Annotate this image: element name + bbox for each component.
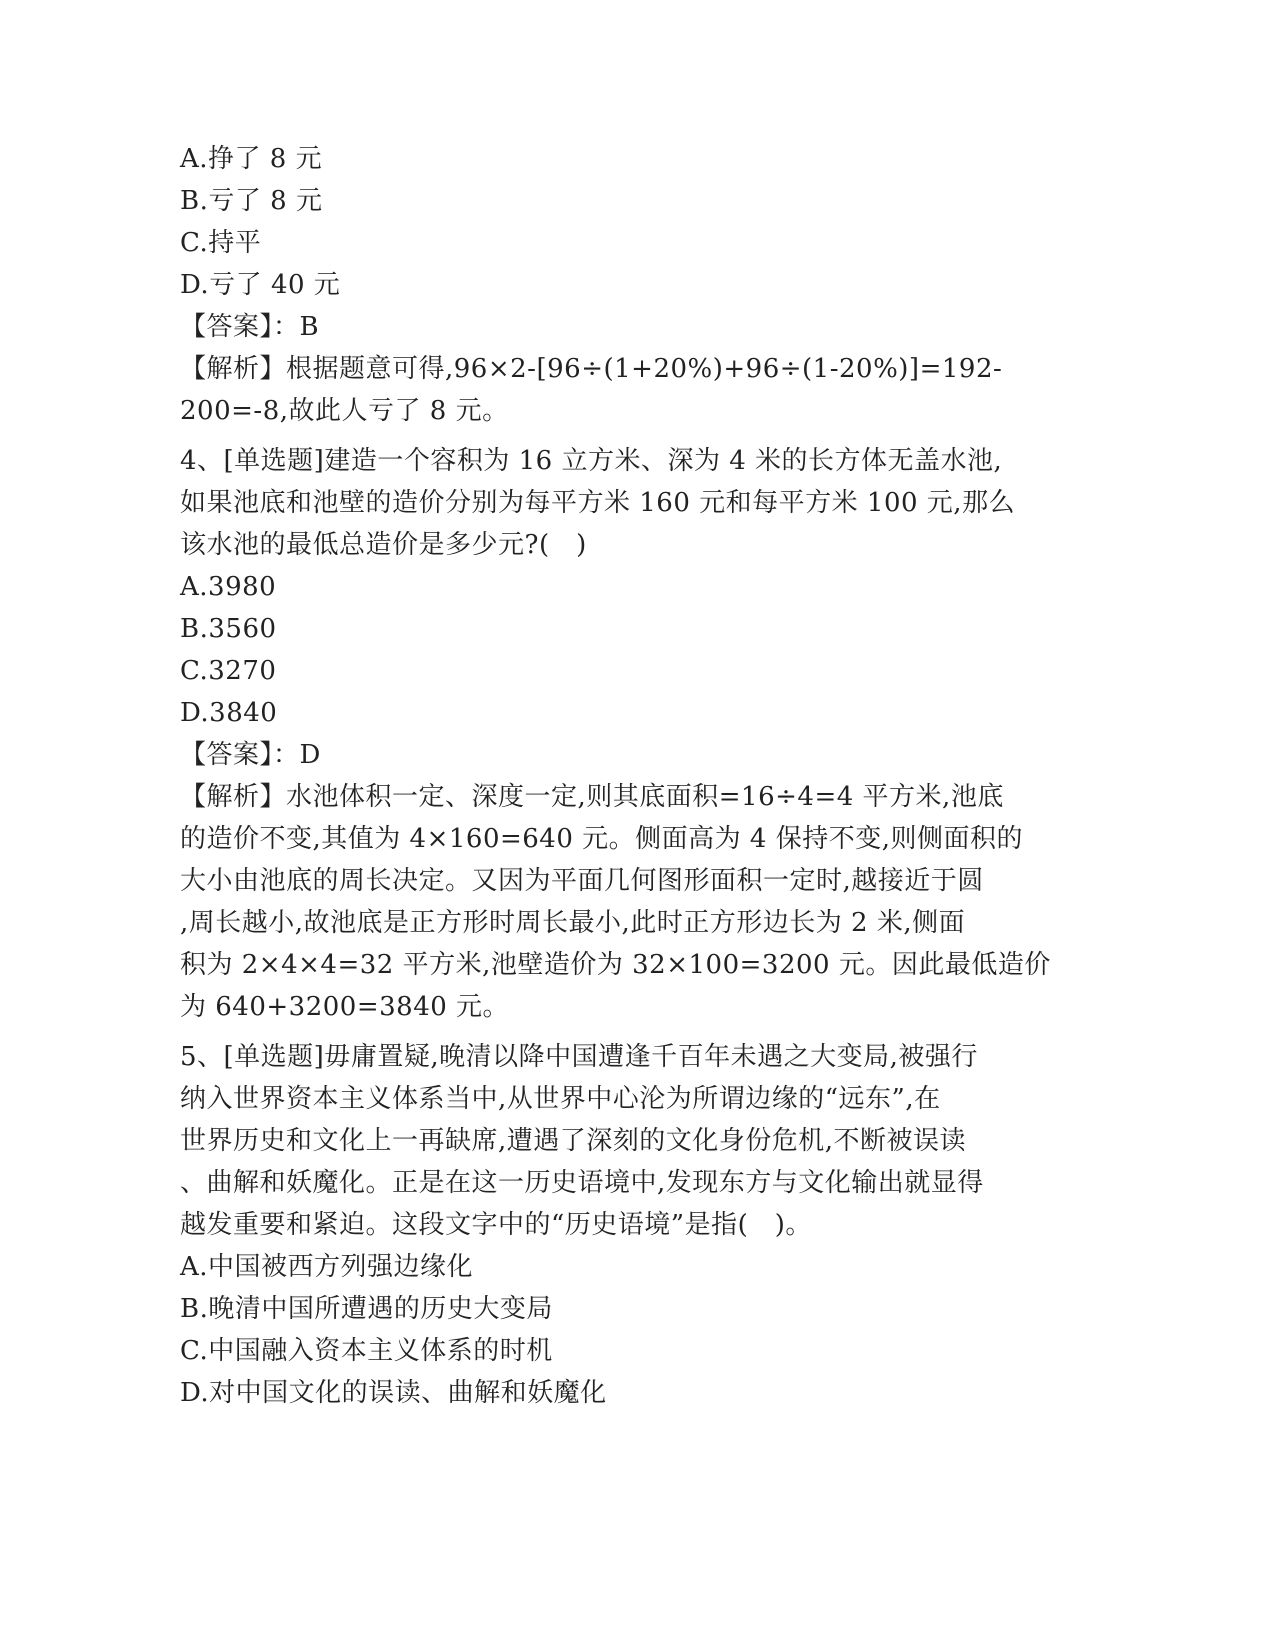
option-c: C.3270 xyxy=(180,656,277,686)
document-page xyxy=(180,138,1080,1414)
option-d: D.3840 xyxy=(180,698,278,728)
stem-line: 纳入世界资本主义体系当中,从世界中心沦为所谓边缘的“远东”,在 xyxy=(180,1084,941,1114)
stem-line: 4、[单选题]建造一个容积为 16 立方米、深为 4 米的长方体无盖水池, xyxy=(180,446,1003,476)
question-3-answer: 【答案】：B xyxy=(180,312,320,342)
analysis-line: 【解析】根据题意可得,96×2-[96÷(1+20%)+96÷(1-20%)]=192- xyxy=(180,354,1003,384)
question-4-options xyxy=(180,566,1080,734)
question-4-analysis xyxy=(180,776,1080,1028)
question-4-answer: 【答案】：D xyxy=(180,740,321,770)
analysis-line: 大小由池底的周长决定。又因为平面几何图形面积一定时,越接近于圆 xyxy=(180,866,984,896)
analysis-line: 为 640+3200=3840 元。 xyxy=(180,992,510,1022)
analysis-line: 200=-8,故此人亏了 8 元。 xyxy=(180,396,509,426)
option-c: C.持平 xyxy=(180,228,262,258)
stem-line: 5、[单选题]毋庸置疑,晚清以降中国遭逢千百年未遇之大变局,被强行 xyxy=(180,1042,978,1072)
option-c: C.中国融入资本主义体系的时机 xyxy=(180,1336,553,1366)
option-b: B.晚清中国所遭遇的历史大变局 xyxy=(180,1294,553,1324)
stem-line: 该水池的最低总造价是多少元?( ) xyxy=(180,530,587,560)
analysis-line: 的造价不变,其值为 4×160=640 元。侧面高为 4 保持不变,则侧面积的 xyxy=(180,824,1023,854)
question-4-stem xyxy=(180,440,1080,566)
option-d: D.对中国文化的误读、曲解和妖魔化 xyxy=(180,1378,607,1408)
stem-line: 越发重要和紧迫。这段文字中的“历史语境”是指( )。 xyxy=(180,1210,812,1240)
stem-line: 世界历史和文化上一再缺席,遭遇了深刻的文化身份危机,不断被误读 xyxy=(180,1126,967,1156)
question-3-analysis xyxy=(180,348,1080,432)
option-b: B.3560 xyxy=(180,614,277,644)
question-5-options xyxy=(180,1246,1080,1414)
option-b: B.亏了 8 元 xyxy=(180,186,323,216)
analysis-line: ,周长越小,故池底是正方形时周长最小,此时正方形边长为 2 米,侧面 xyxy=(180,908,966,938)
analysis-line: 【解析】水池体积一定、深度一定,则其底面积=16÷4=4 平方米,池底 xyxy=(180,782,1004,812)
option-a: A.挣了 8 元 xyxy=(180,144,323,174)
question-5-stem xyxy=(180,1036,1080,1246)
stem-line: 、曲解和妖魔化。正是在这一历史语境中,发现东方与文化输出就显得 xyxy=(180,1168,984,1198)
analysis-line: 积为 2×4×4=32 平方米,池壁造价为 32×100=3200 元。因此最低造价 xyxy=(180,950,1051,980)
question-3-options xyxy=(180,138,1080,306)
stem-line: 如果池底和池壁的造价分别为每平方米 160 元和每平方米 100 元,那么 xyxy=(180,488,1016,518)
option-a: A.3980 xyxy=(180,572,277,602)
option-d: D.亏了 40 元 xyxy=(180,270,341,300)
option-a: A.中国被西方列强边缘化 xyxy=(180,1252,474,1282)
